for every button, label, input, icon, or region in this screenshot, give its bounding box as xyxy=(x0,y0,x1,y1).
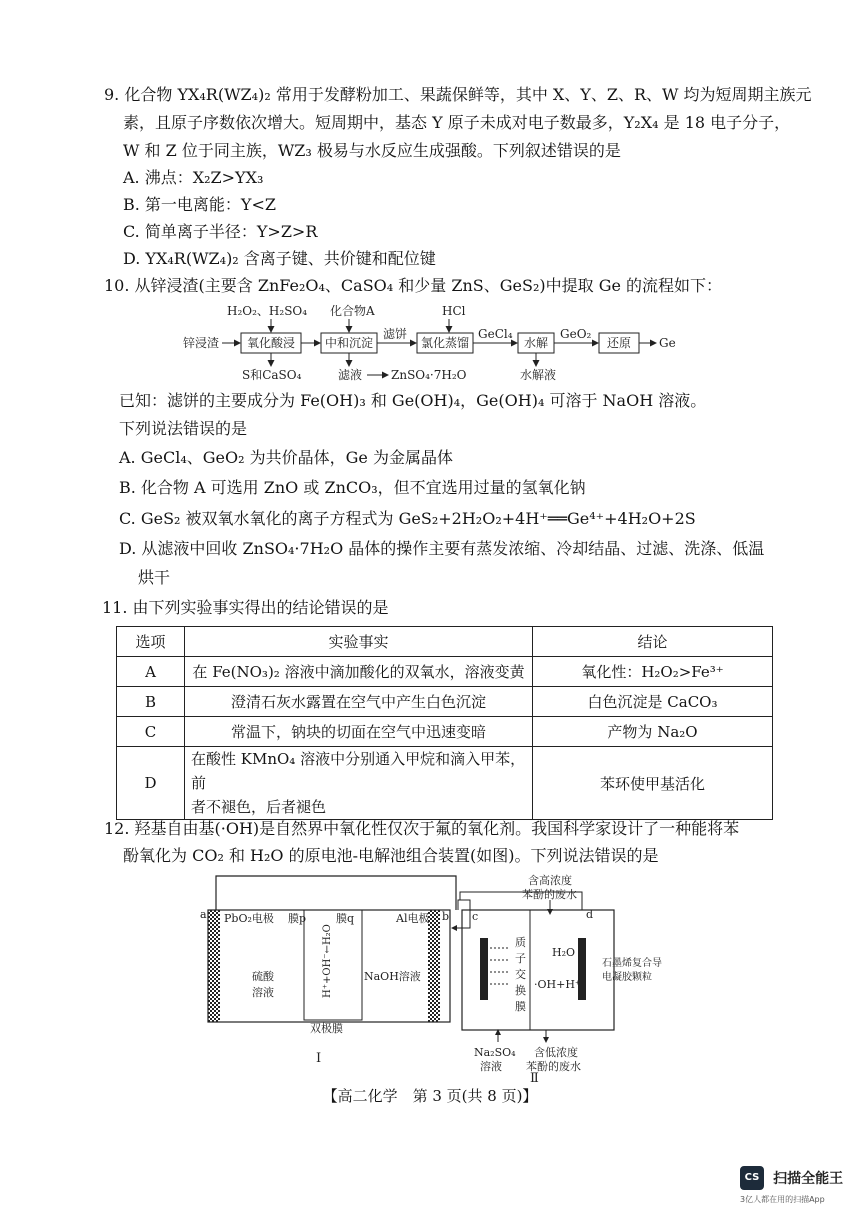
label-naoh: NaOH溶液 xyxy=(364,970,421,983)
label-b: b xyxy=(442,910,450,923)
header-option: 选项 xyxy=(117,627,185,657)
label-c: c xyxy=(472,910,479,923)
flow-output1: S和CaSO₄ xyxy=(242,368,302,382)
q12-device-diagram xyxy=(190,870,662,1086)
header-conclusion: 结论 xyxy=(533,627,773,657)
cell-fact: 常温下，钠块的切面在空气中迅速变暗 xyxy=(185,717,533,747)
q9-option-d: D. YX₄R(WZ₄)₂ 含离子键、共价键和配位键 xyxy=(123,249,436,268)
label-device-1: Ⅰ xyxy=(316,1051,322,1066)
cell-option: C xyxy=(117,717,185,747)
label-membrane-q: 膜q xyxy=(336,912,355,925)
cs-logo-icon: CS xyxy=(740,1166,764,1190)
cell-fact: 在 Fe(NO₃)₂ 溶液中滴加酸化的双氧水，溶液变黄 xyxy=(185,657,533,687)
label-al: Al电极 xyxy=(396,912,430,925)
bipolar-membrane xyxy=(304,910,362,1020)
page-footer: 【高二化学 第 3 页(共 8 页)】 xyxy=(322,1087,538,1105)
flow-reagent2: 化合物A xyxy=(330,304,375,318)
cell-conclusion: 产物为 Na₂O xyxy=(533,717,773,747)
flow-mid23: 滤饼 xyxy=(383,327,408,341)
table-row xyxy=(117,657,773,687)
q9-option-c: C. 简单离子半径：Y>Z>R xyxy=(123,222,318,241)
flow-box4-label: 水解 xyxy=(524,336,549,350)
label-low-conc-2: 苯酚的废水 xyxy=(526,1060,581,1073)
label-pem-3: 交 xyxy=(515,968,526,981)
label-oh-h: ·OH+H⁺ xyxy=(534,978,581,991)
q9-stem-line3: W 和 Z 位于同主族，WZ₃ 极易与水反应生成强酸。下列叙述错误的是 xyxy=(123,141,621,160)
flow-reagent1: H₂O₂、H₂SO₄ xyxy=(227,304,308,318)
label-na2so4-1: Na₂SO₄ xyxy=(474,1046,516,1059)
q11-stem: 11. 由下列实验事实得出的结论错误的是 xyxy=(102,598,389,617)
pbo2-electrode xyxy=(208,910,220,1022)
flow-box3-label: 氯化蒸馏 xyxy=(421,336,470,350)
header-fact: 实验事实 xyxy=(185,627,533,657)
label-pem-4: 换 xyxy=(515,984,526,997)
q10-flowchart xyxy=(170,300,690,390)
label-bipolar-ions: H⁺+OH⁻←H₂O xyxy=(322,924,333,998)
label-low-conc-1: 含低浓度 xyxy=(534,1046,578,1059)
table-row xyxy=(117,717,773,747)
flow-output2: 滤液 xyxy=(338,368,363,382)
label-membrane-p: 膜p xyxy=(288,912,307,925)
label-sulfuric-1: 硫酸 xyxy=(252,970,274,983)
cell-option: D xyxy=(117,747,185,820)
cell-fact-line2: 者不褪色，后者褪色 xyxy=(191,798,327,816)
q9-option-a: A. 沸点：X₂Z>YX₃ xyxy=(123,168,264,187)
label-pem-2: 子 xyxy=(515,952,526,965)
flow-box5-label: 还原 xyxy=(607,336,632,350)
label-pem-1: 质 xyxy=(515,936,526,949)
label-graphene-2: 电凝胶颗粒 xyxy=(602,972,652,983)
q9-stem-line1: 9. 化合物 YX₄R(WZ₄)₂ 常用于发酵粉加工、果蔬保鲜等，其中 X、Y、Z、R、W 均为短周期主族元 xyxy=(104,85,812,104)
label-pbo2: PbO₂电极 xyxy=(224,912,274,925)
label-water: H₂O xyxy=(552,946,576,959)
al-electrode xyxy=(428,910,440,1022)
cell-fact xyxy=(185,747,533,820)
label-high-conc-1: 含高浓度 xyxy=(528,874,572,887)
q10-option-c: C. GeS₂ 被双氧水氧化的离子方程式为 GeS₂+2H₂O₂+4H⁺══Ge⁴⁺+4H₂O+2S xyxy=(119,509,696,528)
flow-box1-label: 氧化酸浸 xyxy=(247,336,296,350)
flow-output4: 水解液 xyxy=(520,368,557,382)
label-high-conc-2: 苯酚的废水 xyxy=(522,888,577,901)
label-sulfuric-2: 溶液 xyxy=(252,986,274,999)
cell-conclusion: 氧化性：H₂O₂>Fe³⁺ xyxy=(533,657,773,687)
flow-end: Ge xyxy=(659,336,676,350)
cell-option: A xyxy=(117,657,185,687)
q10-option-b: B. 化合物 A 可选用 ZnO 或 ZnCO₃，但不宜选用过量的氢氧化钠 xyxy=(119,478,586,497)
table-row xyxy=(117,747,773,820)
cell-fact-line1: 在酸性 KMnO₄ 溶液中分别通入甲烷和滴入甲苯，前 xyxy=(191,750,526,792)
brand-name: 扫描全能王 xyxy=(773,1171,844,1187)
q11-table xyxy=(116,626,773,820)
flow-reagent3: HCl xyxy=(442,304,466,318)
flow-mid45: GeO₂ xyxy=(560,327,592,341)
q10-option-d-line2: 烘干 xyxy=(138,568,171,587)
table-header-row xyxy=(117,627,773,657)
flow-output2b: ZnSO₄·7H₂O xyxy=(391,368,467,382)
q10-known: 已知：滤饼的主要成分为 Fe(OH)₃ 和 Ge(OH)₄，Ge(OH)₄ 可溶于 NaOH 溶液。 xyxy=(119,391,707,410)
label-graphene-1: 石墨烯复合导 xyxy=(602,958,662,969)
q10-option-a: A. GeCl₄、GeO₂ 为共价晶体，Ge 为金属晶体 xyxy=(119,448,453,467)
q12-stem-line1: 12. 羟基自由基(·OH)是自然界中氧化性仅次于氟的氧化剂。我国科学家设计了一种能将苯 xyxy=(104,819,740,838)
q10-ask: 下列说法错误的是 xyxy=(119,419,248,438)
label-pem-5: 膜 xyxy=(515,1000,526,1013)
cell-option: B xyxy=(117,687,185,717)
electrode-c xyxy=(480,938,488,1000)
table-row xyxy=(117,687,773,717)
cell-fact: 澄清石灰水露置在空气中产生白色沉淀 xyxy=(185,687,533,717)
flow-start: 锌浸渣 xyxy=(183,336,220,350)
flow-box2-label: 中和沉淀 xyxy=(325,336,374,350)
flow-mid34: GeCl₄ xyxy=(478,327,513,341)
q10-option-d-line1: D. 从滤液中回收 ZnSO₄·7H₂O 晶体的操作主要有蒸发浓缩、冷却结晶、过滤、洗涤、低温 xyxy=(119,539,765,558)
label-device-2: Ⅱ xyxy=(530,1071,539,1086)
label-bipolar: 双极膜 xyxy=(310,1022,343,1035)
q9-option-b: B. 第一电离能：Y<Z xyxy=(123,195,277,214)
brand-tagline: 3亿人都在用的扫描App xyxy=(740,1195,825,1204)
scanner-watermark xyxy=(740,1166,844,1204)
label-d: d xyxy=(586,908,594,921)
label-na2so4-2: 溶液 xyxy=(480,1060,502,1073)
cell-conclusion: 白色沉淀是 CaCO₃ xyxy=(533,687,773,717)
q9-stem-line2: 素，且原子序数依次增大。短周期中，基态 Y 原子未成对电子数最多，Y₂X₄ 是 18 电子分子， xyxy=(123,113,791,132)
cell-conclusion: 苯环使甲基活化 xyxy=(533,747,773,820)
label-a: a xyxy=(200,908,207,921)
q12-stem-line2: 酚氧化为 CO₂ 和 H₂O 的原电池-电解池组合装置(如图)。下列说法错误的是 xyxy=(123,846,659,865)
q10-stem: 10. 从锌浸渣(主要含 ZnFe₂O₄、CaSO₄ 和少量 ZnS、GeS₂)中提取 Ge 的流程如下： xyxy=(104,276,723,295)
